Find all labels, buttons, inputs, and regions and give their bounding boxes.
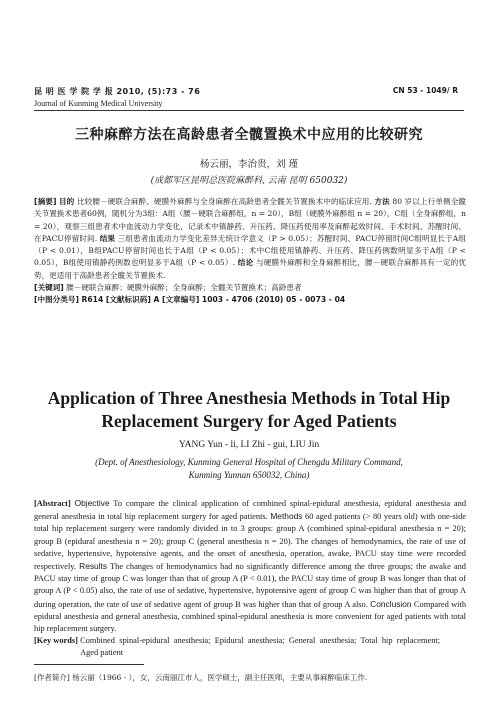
objective-en: To compare the clinical application of combined spinal-epidural anesthesia, epidural anesthesia and general anesthesia in total hip replacement surgery for aged patients. bbox=[34, 499, 467, 522]
result-cn: 三组患者血流动力学变化差异无统计学意义（P > 0.05）；苏醒时间、PACU停留时间C组明显长于A组（P < 0.01），B组PACU停留时间也长于A组（P < 0.05）；术中C组使用镇静药、升压药、降压药例数明显多于A组（P < 0.05），B组使用镇静药例数也明显多于A组（P < 0.05）. bbox=[34, 233, 466, 268]
objective-en-label: Objective bbox=[74, 498, 110, 508]
conclusion-cn: 与硬膜外麻醉和全身麻醉相比，腰－硬联合麻醉具有一定的优势，更适用于高龄患者全髋关节置换术. bbox=[34, 258, 466, 280]
method-cn: 80 岁以上行单侧全髋关节置换术患者60例，随机分为3组：A组（腰－硬联合麻醉组，n = 20），B组（硬膜外麻醉组 n = 20），C组（全身麻醉组，n = 20），观察三组患者术中血流动力学变化，记录术中镇静药、升压药、降压药使用率及麻醉起效时间、手术时间、苏醒时间、在PACU停留时间. bbox=[34, 197, 467, 243]
abstract-cn-body bbox=[34, 196, 466, 282]
classification-cn: [中图分类号] R614 [文献标识码] A [文章编号] 1003 - 4706 (2010) 05 - 0073 - 04 bbox=[34, 295, 346, 305]
abstract-en bbox=[34, 497, 466, 660]
footnote-rule bbox=[34, 664, 144, 665]
method-cn-label: 方法 bbox=[374, 197, 390, 206]
header-rule bbox=[34, 110, 464, 111]
abstract-en-body bbox=[34, 497, 466, 635]
results-en: The changes of hemodynamics had no significantly difference among the three groups; the awake and PACU stay time of group C was longer than that of group A (P < 0.01), the PACU stay time of group B was longer than that of group A (P < 0.05) also, the rate of use of sedative, hypertensive, hypotensive agent of group C was higher than that of group A during operation, the rate of use of sedative agent of group B was higher than that of group A also. bbox=[34, 562, 466, 609]
abstract-cn-label: [摘要] bbox=[34, 197, 57, 206]
keywords-cn bbox=[34, 282, 466, 294]
cn-code: CN 53 - 1049/ R bbox=[392, 86, 458, 95]
author-bio-footnote: [作者简介] 杨云丽（1966 - ），女，云南丽江市人，医学硕士，副主任医师，主要从事麻醉临床工作. bbox=[34, 673, 368, 682]
keywords-en bbox=[34, 635, 466, 659]
article-title-cn: 三种麻醉方法在高龄患者全髋置换术中应用的比较研究 bbox=[75, 127, 423, 143]
objective-cn-label: 目的 bbox=[58, 197, 75, 206]
article-title-en bbox=[0, 387, 498, 433]
conclusion-cn-label: 结论 bbox=[237, 258, 254, 268]
results-en-label: Results bbox=[79, 561, 108, 572]
journal-header bbox=[34, 86, 294, 108]
affiliation-cn: (成都军区昆明总医院麻醉科, 云南 昆明 650032) bbox=[150, 176, 348, 186]
methods-en-label: Methods bbox=[270, 511, 303, 522]
authors-en: YANG Yun - li, LI Zhi - gui, LIU Jin bbox=[178, 440, 320, 450]
result-cn-label: 结果 bbox=[99, 233, 116, 243]
journal-name-en: Journal of Kunming Medical University bbox=[34, 99, 163, 108]
keywords-cn-label: [关键词] bbox=[34, 283, 64, 293]
abstract-en-label: [Abstract] bbox=[34, 499, 71, 508]
conclusion-en: Compared with epidural anesthesia and general anesthesia, combined spinal-epidural anesthesia is more convenient for aged patients with total hip replacement surgery. bbox=[34, 599, 467, 634]
conclusion-en-label: Conclusion bbox=[370, 598, 412, 609]
keywords-en-label: [Key words] bbox=[34, 636, 78, 646]
article-title-en-line2: Replacement Surgery for Aged Patients bbox=[101, 411, 397, 431]
affiliation-en bbox=[0, 456, 498, 482]
article-title-en-line1: Application of Three Anesthesia Methods in Total Hip bbox=[47, 388, 451, 408]
keywords-cn-text: 腰－硬联合麻醉；硬膜外麻醉；全身麻醉；全髋关节置换术；高龄患者 bbox=[66, 283, 302, 293]
affiliation-en-line2: Kunming Yunnan 650032, China) bbox=[188, 470, 310, 480]
affiliation-en-line1: (Dept. of Anesthesiology, Kunming General Hospital of Chengdu Military Command, bbox=[95, 457, 403, 467]
authors-cn: 杨云丽，李治贵，刘 瑾 bbox=[199, 159, 299, 170]
journal-citation-cn: 昆 明 医 学 院 学 报 2010, (5):73 - 76 bbox=[34, 87, 201, 96]
objective-cn: 比较腰－硬联合麻醉、硬膜外麻醉与全身麻醉在高龄患者全髋关节置换术中的临床应用. bbox=[76, 197, 372, 206]
keywords-en-text: Combined spinal-epidural anesthesia; Epidural anesthesia; General anesthesia; Total hip replacement; Aged patient bbox=[80, 636, 441, 658]
abstract-cn bbox=[34, 196, 466, 307]
methods-en: 60 aged patients (> 80 years old) with one-side total hip replacement surgery were randomly divided in to 3 groups: group A (combined spinal-epidural anesthesia n = 20); group B (epidural anesthesia n = 20); group C (general anesthesia n = 20). The changes of hemodynamics, the rate of use of sedative, hypertensive, hypotensive agents, and the onset of anesthesia, operation, awake, PACU stay time were recorded respectively. bbox=[34, 512, 467, 572]
